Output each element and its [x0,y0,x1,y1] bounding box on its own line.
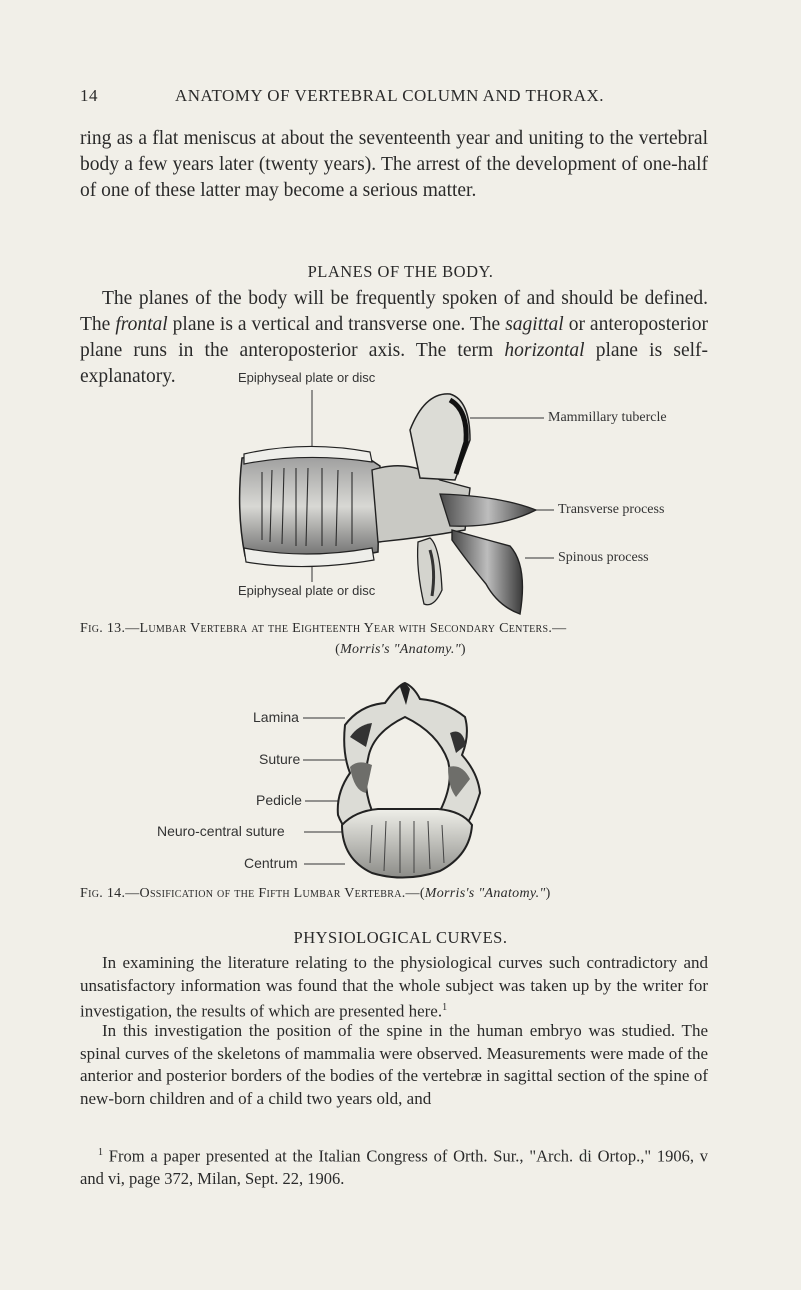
term-horizontal: horizontal [504,340,585,361]
paragraph-continuation: ring as a flat meniscus at about the seventeenth year and uniting to the vertebral body a few years later (twenty years). The arrest of the development of one-half of one of these latter may become a serious matter. [80,128,708,201]
figure-13 [0,370,801,620]
paragraph-planes: The planes of the body will be frequently spoken of and should be defined. The frontal plane is a vertical and transverse one. The sagittal or anteroposterior plane runs in the anteroposterior axis. The term horizontal plane is self-explanatory. [80,288,709,387]
running-title: ANATOMY OF VERTEBRAL COLUMN AND THORAX. [175,86,605,105]
footnote-mark: 1 [98,1147,103,1158]
term-sagittal: sagittal [505,314,564,335]
section-title-planes: PLANES OF THE BODY. [307,262,494,281]
footnote-reference[interactable]: 1 [442,1002,448,1013]
figure-13-caption-line1: Fig. 13.—Lumbar Vertebra at the Eighteenth Year with Secondary Centers.— [80,621,567,636]
label-epiphyseal-bottom: Epiphyseal plate or disc [238,583,376,598]
figure-13-caption-line2: (Morris's "Anatomy.") [335,642,466,657]
label-lamina: Lamina [253,709,299,725]
footnote: $^1$ From a paper presented at the Italian Congress of Orth. Sur., "Arch. di Ortop.," 1906, v and vi, page 372, Milan, Sept. 22, 1906. [80,1146,708,1188]
figure-14-caption: Fig. 14.—Ossification of the Fifth Lumbar Vertebra.—(Morris's "Anatomy.") [80,886,551,901]
label-neuro-central-suture: Neuro-central suture [157,823,285,839]
paragraph-curves: In examining the literature relating to the physiological curves such contradictory and unsatisfactory information was found that the whole subject was taken up by the writer for investigation, the results of which are presented here.$^1$ [80,953,708,1021]
label-transverse-process: Transverse process [558,502,665,517]
figure-14 [0,675,801,875]
page-number: 14 [80,86,98,105]
lumbar-vertebra-illustration [0,370,801,620]
term-frontal: frontal [115,314,168,335]
label-spinous-process: Spinous process [558,550,649,565]
ossification-vertebra-illustration [0,675,801,885]
section-title-physiological-curves: PHYSIOLOGICAL CURVES. [293,928,508,947]
label-mammillary-tubercle: Mammillary tubercle [548,410,667,425]
paragraph-investigation: In this investigation the position of the spine in the human embryo was studied. The spinal curves of the skeletons of mammalia were observed. Measurements were made of the anterior and posterior borders of the bodies of the vertebræ in sagittal section of the spine of new-born children and of a child two years old, and [80,1021,708,1108]
label-epiphyseal-top: Epiphyseal plate or disc [238,370,376,385]
label-suture: Suture [259,751,301,767]
label-pedicle: Pedicle [256,792,302,808]
label-centrum: Centrum [244,855,298,871]
